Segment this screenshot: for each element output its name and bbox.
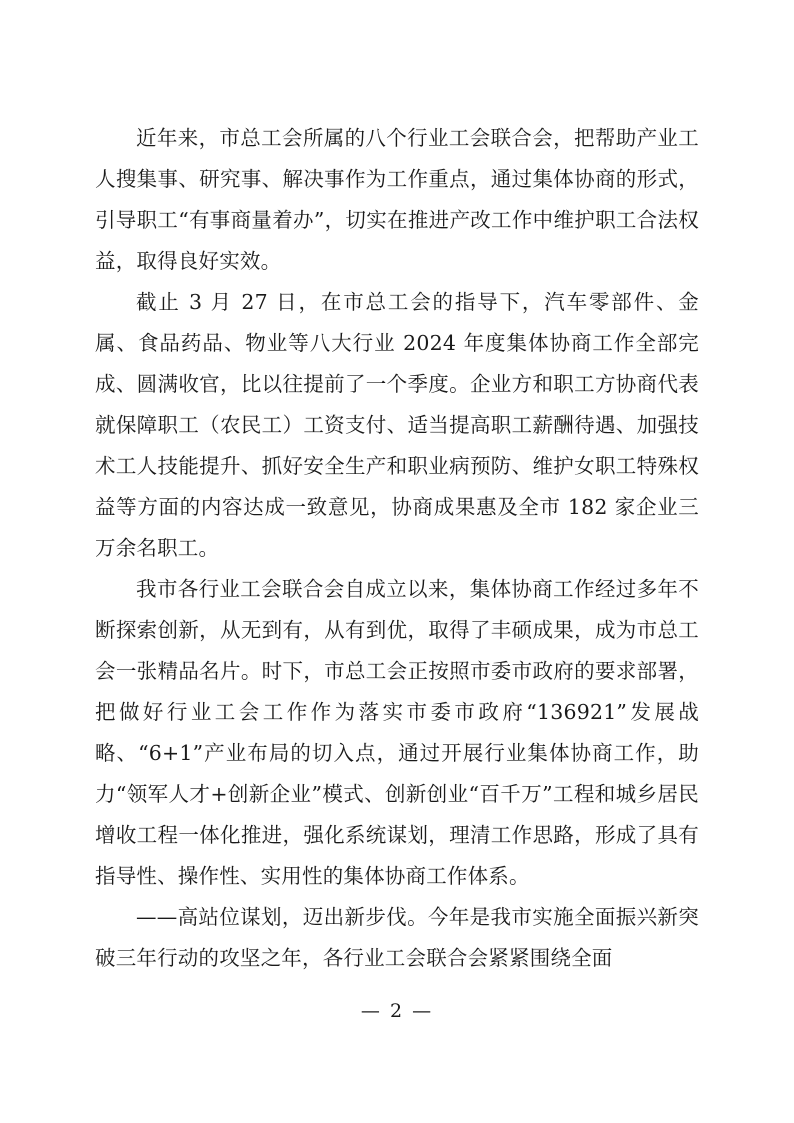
paragraph-1: 近年来，市总工会所属的八个行业工会联合会，把帮助产业工人搜集事、研究事、解决事作为工作重点，通过集体协商的形式，引导职工“有事商量着办”，切实在推进产改工作中维护职工合法权益，取得良好实效。 bbox=[95, 126, 699, 273]
paragraph-2: 截止 3 月 27 日，在市总工会的指导下，汽车零部件、金属、食品药品、物业等八大行业 2024 年度集体协商工作全部完成、圆满收官，比以往提前了一个季度。企业方和职工方协商代表就保障职工（农民工）工资支付、适当提高职工薪酬待遇、加强技术工人技能提升、抓好安全生产和职业病预防、维护女职工特殊权益等方面的内容达成一致意见，协商成果惠及全市 182 家企业三万余名职工。 bbox=[95, 290, 699, 560]
paragraph-4: ——高站位谋划，迈出新步伐。今年是我市实施全面振兴新突破三年行动的攻坚之年，各行业工会联合会紧紧围绕全面 bbox=[95, 905, 699, 970]
paragraph-3: 我市各行业工会联合会自成立以来，集体协商工作经过多年不断探索创新，从无到有，从有到优，取得了丰硕成果，成为市总工会一张精品名片。时下，市总工会正按照市委市政府的要求部署，把做好行业工会工作作为落实市委市政府“136921”发展战略、“6+1”产业布局的切入点，通过开展行业集体协商工作，助力“领军人才+创新企业”模式、创新创业“百千万”工程和城乡居民增收工程一体化推进，强化系统谋划，理清工作思路，形成了具有指导性、操作性、实用性的集体协商工作体系。 bbox=[95, 577, 699, 888]
document-body bbox=[95, 118, 699, 979]
page-number-footer: — 2 — bbox=[360, 1000, 434, 1022]
